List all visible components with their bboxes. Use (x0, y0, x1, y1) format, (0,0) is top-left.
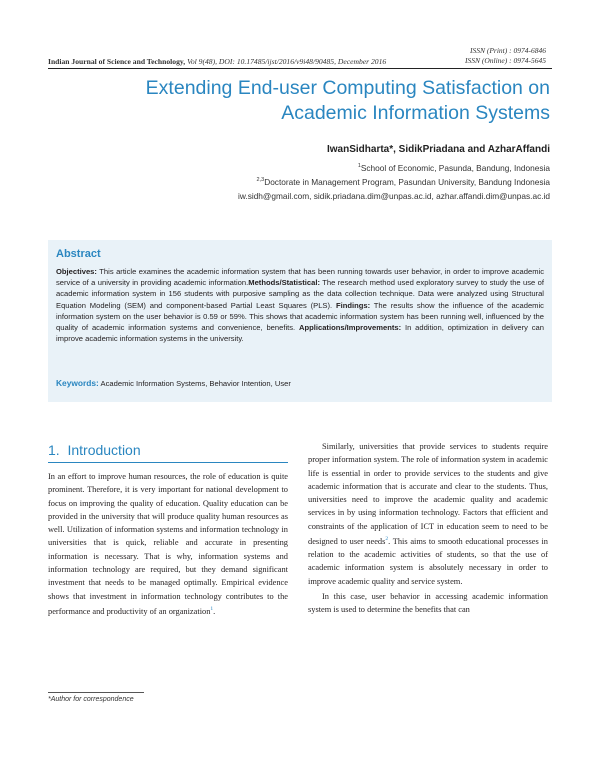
body-column-left (48, 470, 288, 618)
journal-details: Vol 9(48), DOI: 10.17485/ijst/2016/v9i48/90485, December 2016 (187, 57, 387, 66)
author-list: IwanSidharta*, SidikPriadana and AzharAffandi (326, 144, 550, 155)
paragraph (308, 590, 548, 617)
objectives-label: Objectives: (56, 267, 97, 276)
affiliation-1-text: School of Economic, Pasunda, Bandung, Indonesia (360, 163, 550, 173)
correspondence-footnote: *Author for correspondence (48, 696, 134, 703)
keywords-label: Keywords: (56, 378, 99, 388)
affiliation-2-text: Doctorate in Management Program, Pasundan University, Bandung Indonesia (264, 177, 550, 187)
paragraph-text: In an effort to improve human resources, the role of education is quite prominent. Therefore, it is very important for national development to focus on improving the quality of education. Quality education can be provided in the university that will produce quality human resources as well. Utilization of information systems and information technology in universities that is quick, reliable and accurate in presenting information is necessary. That is why, information systems and information technology are required, but they demand significant investment that needs to be managed optimally. Empirical evidence shows that investment in information technology contributes to the performance and productivity of an organization (48, 472, 288, 616)
abstract-body (56, 266, 544, 344)
section-rule (48, 462, 288, 463)
methods-text: The research method used exploratory survey to study the use of academic information system in 156 students with purposive sampling as the data collection technique. Data were analyzed using Structural Equation Modeling (SEM) and component-based Partial Least Squares (PLS). (56, 278, 544, 310)
methods-label: Methods/Statistical: (248, 278, 320, 288)
findings-label: Findings: (335, 300, 371, 310)
paragraph (308, 440, 548, 588)
paragraph (48, 470, 288, 618)
applications-text: In addition, optimization in delivery can improve academic information systems in the university. (56, 323, 544, 344)
body-column-right (308, 440, 548, 617)
findings-text: The results show the influence of the academic information system on the user behavior is 0.59 or 59%. This shows that academic information system has been running well, influenced by the quality of academic information systems and convenience, benefits. (56, 300, 544, 333)
section-heading (48, 442, 141, 458)
abstract-heading: Abstract (56, 248, 101, 260)
keywords-text: Academic Information Systems, Behavior Intention, User (100, 379, 291, 388)
header-rule (48, 68, 552, 69)
objectives-text: This article examines the academic information system that has been running towards user behavior, in order to improve academic service of a university in providing academic information. (56, 267, 544, 288)
affiliation-2 (257, 177, 550, 187)
title-line-1: Extending End-user Computing Satisfaction on (145, 77, 550, 99)
applications-label: Applications/Improvements: (299, 323, 402, 333)
keywords-line (56, 378, 291, 388)
paragraph-text: Similarly, universities that provide services to students require proper information system. The role of information system in academic life is essential in order to provide services to the students and give academic information that is accurate and clear to the students. Thus, universities need to improve the academic quality and academic services in by using information technology. Factors that efficient and constraints of the application of ICT in education seem to need to be designed to user needs (308, 442, 548, 546)
paragraph-text: In this case, user behavior in accessing academic information system is used to determine the benefits that can (308, 592, 548, 615)
paragraph-end: . (213, 606, 216, 616)
paper-title (30, 76, 550, 126)
affiliation-1 (358, 163, 550, 173)
author-emails: iw.sidh@gmail.com, sidik.priadana.dim@unpas.ac.id, azhar.affandi.dim@unpas.ac.id (238, 191, 550, 201)
issn-print: ISSN (Print) : 0974-6846 (469, 46, 546, 55)
paragraph-text-cont: . This aims to smooth educational processes in relation to the academic activities of students, so that the use of academic information system is absolutely necessary in order to improve academic quality and service system. (308, 536, 548, 586)
citation-link[interactable]: 2 (385, 536, 389, 543)
issn-online: ISSN (Online) : 0974-5645 (464, 56, 546, 65)
journal-name: Indian Journal of Science and Technology, (48, 57, 186, 66)
section-number: 1. (48, 442, 60, 458)
journal-citation (48, 57, 386, 66)
footnote-rule (48, 692, 144, 693)
issn-block (465, 46, 546, 66)
title-line-2: Academic Information Systems (281, 102, 550, 124)
affiliation-2-marker: 2,3 (256, 177, 265, 184)
citation-link[interactable]: 1 (210, 605, 214, 612)
affiliation-1-marker: 1 (357, 163, 361, 170)
section-title: Introduction (67, 442, 141, 458)
